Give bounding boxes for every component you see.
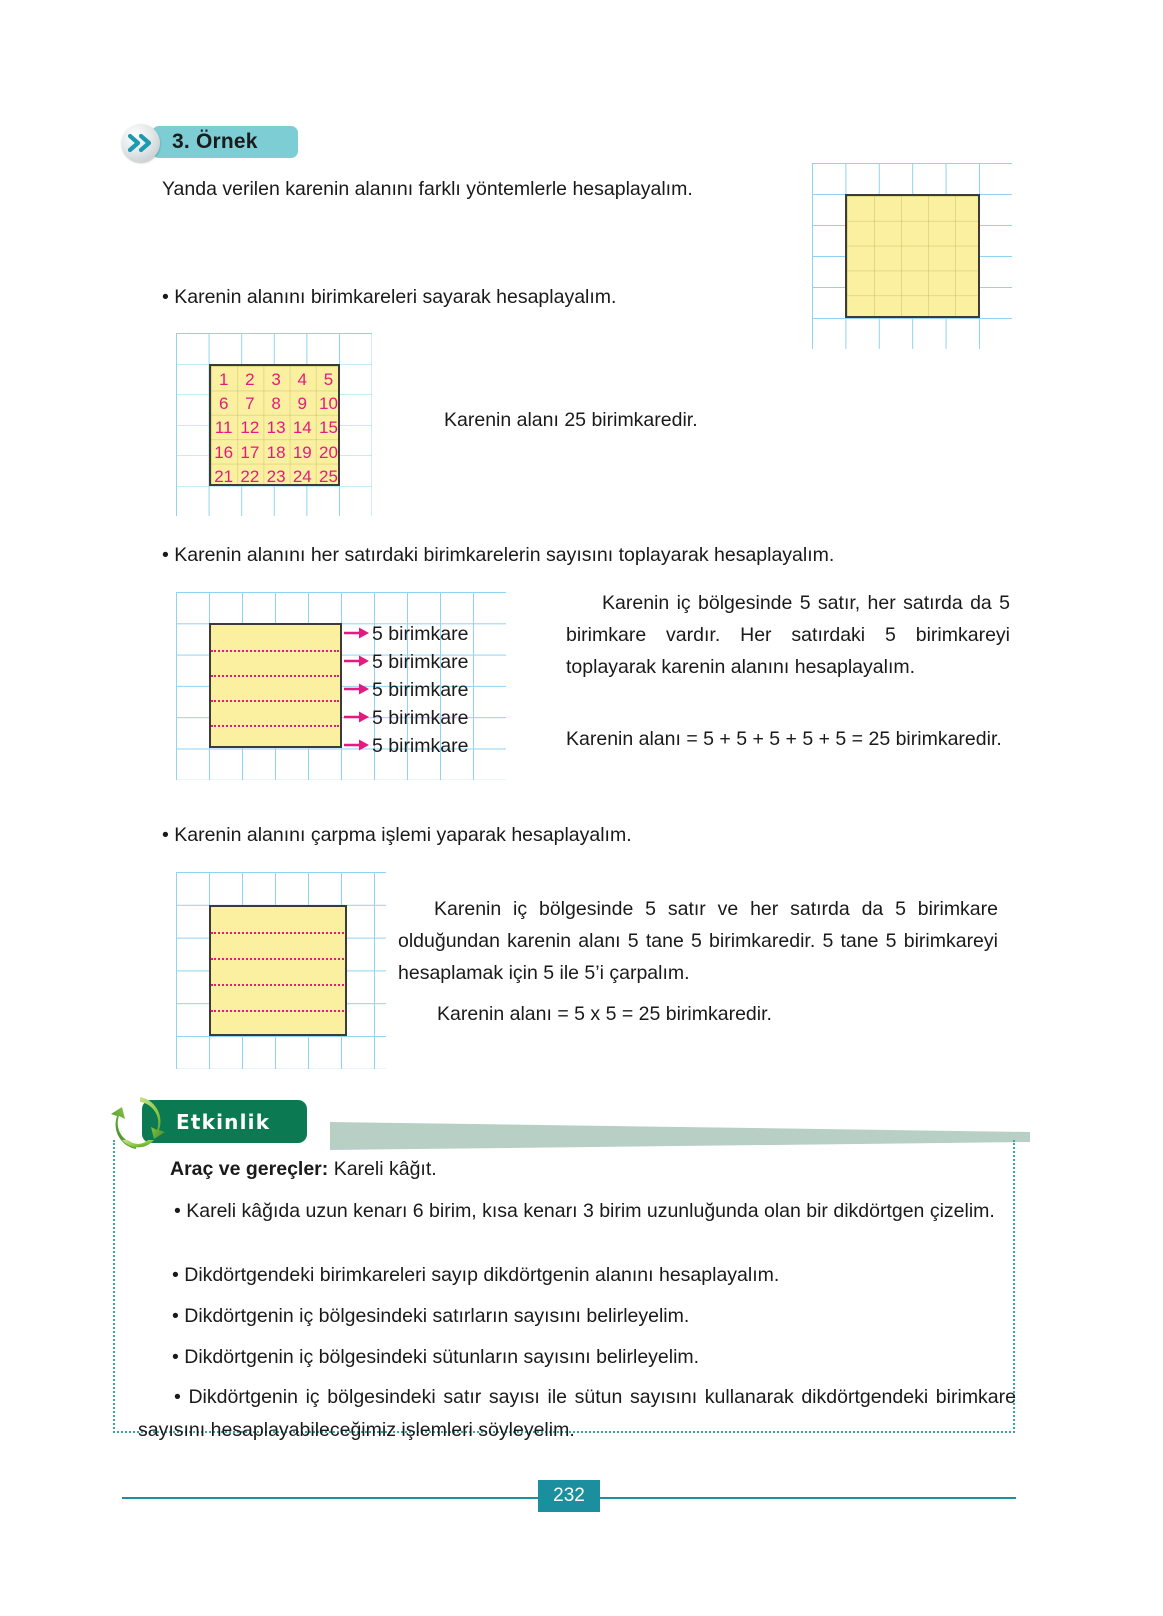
activity-intro: • Kareli kâğıda uzun kenarı 6 birim, kısa kenarı 3 birim uzunluğunda olan bir dikdörtgen çizelim. (174, 1200, 995, 1222)
method2-formula-block (566, 723, 1010, 755)
method3-explanation: Karenin iç bölgesinde 5 satır ve her satırda da 5 birimkare olduğundan karenin alanı 5 tane 5 birimkaredir. 5 tane 5 birimkareyi hesaplamak için 5 ile 5’i çarpalım. (398, 898, 998, 984)
footer-rule-right (600, 1497, 1016, 1499)
unit-number: 25 (319, 467, 338, 487)
page-number: 232 (538, 1480, 600, 1512)
row-divider (211, 984, 344, 986)
method3-square-shape (209, 905, 347, 1036)
unit-number: 13 (266, 418, 286, 438)
activity-materials-line (170, 1156, 437, 1183)
activity-intro-block (138, 1195, 1016, 1228)
activity-title-banner (142, 1100, 307, 1143)
row-label: 5 birimkare (372, 623, 469, 645)
method3-formula: Karenin alanı = 5 x 5 = 25 birimkaredir. (437, 1003, 772, 1025)
row-label: 5 birimkare (372, 679, 469, 701)
method1-result-text: Karenin alanı 25 birimkaredir. (444, 409, 698, 431)
row-label: 5 birimkare (372, 707, 469, 729)
unit-number: 9 (297, 393, 308, 413)
diagram-square-gridpaper (812, 163, 1012, 349)
unit-number: 2 (245, 369, 255, 389)
row-arrow-icon (344, 737, 370, 753)
unit-number: 24 (292, 467, 312, 487)
method3-bullet: • Karenin alanını çarpma işlemi yaparak hesaplayalım. (162, 824, 632, 846)
method2-bullet: • Karenin alanını her satırdaki birimkarelerin sayısını toplayarak hesaplayalım. (162, 544, 835, 566)
method1-counted-square (209, 364, 340, 486)
row-label: 5 birimkare (372, 735, 469, 757)
method2-square-shape (209, 623, 342, 748)
method2-explanation: Karenin iç bölgesinde 5 satır, her satırda da 5 birimkare vardır. Her satırdaki 5 birimkareyi toplayarak karenin alanını hesaplayalım. (566, 592, 1010, 678)
activity-last-step-block (138, 1381, 1016, 1447)
activity-materials-value: Kareli kâğıt. (333, 1158, 437, 1180)
unit-number: 7 (245, 393, 255, 413)
example-title-banner (152, 126, 298, 158)
method2-explanation-block (566, 587, 1010, 683)
activity-step: • Dikdörtgenin iç bölgesindeki satırların sayısını belirleyelim. (172, 1305, 690, 1327)
unit-number: 14 (292, 418, 312, 438)
unit-number: 22 (240, 467, 260, 487)
row-arrow-icon (344, 681, 370, 697)
example-intro-text: Yanda verilen karenin alanını farklı yöntemlerle hesaplayalım. (162, 178, 693, 200)
row-arrow-icon (344, 709, 370, 725)
activity-step: • Dikdörtgenin iç bölgesindeki sütunların sayısını belirleyelim. (172, 1346, 700, 1368)
row-divider (211, 725, 339, 727)
method3-gridpaper (176, 872, 386, 1069)
method3-explanation-block (398, 893, 998, 989)
double-chevron-right-icon (122, 124, 160, 162)
row-divider (211, 675, 339, 677)
activity-last-step: • Dikdörtgenin iç bölgesindeki satır sayısı ile sütun sayısını kullanarak dikdörtgendeki birimkare sayısını hesaplayabileceğimiz işlemleri söyleyelim. (138, 1386, 1016, 1441)
unit-number: 12 (240, 418, 260, 438)
row-divider (211, 958, 344, 960)
activity-materials-label: Araç ve gereçler: (170, 1158, 329, 1180)
row-arrow-icon (344, 625, 370, 641)
unit-number: 8 (271, 393, 281, 413)
row-divider (211, 1010, 344, 1012)
unit-number: 5 (323, 369, 334, 389)
unit-number: 18 (266, 442, 286, 462)
unit-number: 11 (214, 418, 233, 438)
unit-number: 6 (218, 393, 229, 413)
unit-number: 16 (214, 442, 234, 462)
row-divider (211, 650, 339, 652)
unit-number: 15 (319, 418, 338, 438)
activity-title: Etkinlik (176, 1109, 271, 1134)
unit-number: 4 (297, 369, 308, 389)
diagram-square-shape (845, 194, 980, 318)
unit-number: 20 (319, 442, 338, 462)
unit-number: 1 (218, 369, 229, 389)
row-divider (211, 932, 344, 934)
unit-number: 21 (214, 467, 234, 487)
activity-step: • Dikdörtgendeki birimkareleri sayıp dikdörtgenin alanını hesaplayalım. (172, 1264, 780, 1286)
row-divider (211, 700, 339, 702)
unit-number: 17 (240, 442, 260, 462)
method2-formula: Karenin alanı = 5 + 5 + 5 + 5 + 5 = 25 birimkaredir. (566, 728, 1002, 750)
row-label: 5 birimkare (372, 651, 469, 673)
row-arrow-icon (344, 653, 370, 669)
method1-gridpaper (176, 333, 372, 516)
unit-number: 19 (292, 442, 312, 462)
unit-number: 23 (266, 467, 286, 487)
example-title: 3. Örnek (172, 130, 258, 153)
method1-bullet: • Karenin alanını birimkareleri sayarak hesaplayalım. (162, 286, 617, 308)
footer-rule-left (122, 1497, 538, 1499)
unit-number: 3 (271, 369, 281, 389)
unit-number: 10 (319, 393, 338, 413)
